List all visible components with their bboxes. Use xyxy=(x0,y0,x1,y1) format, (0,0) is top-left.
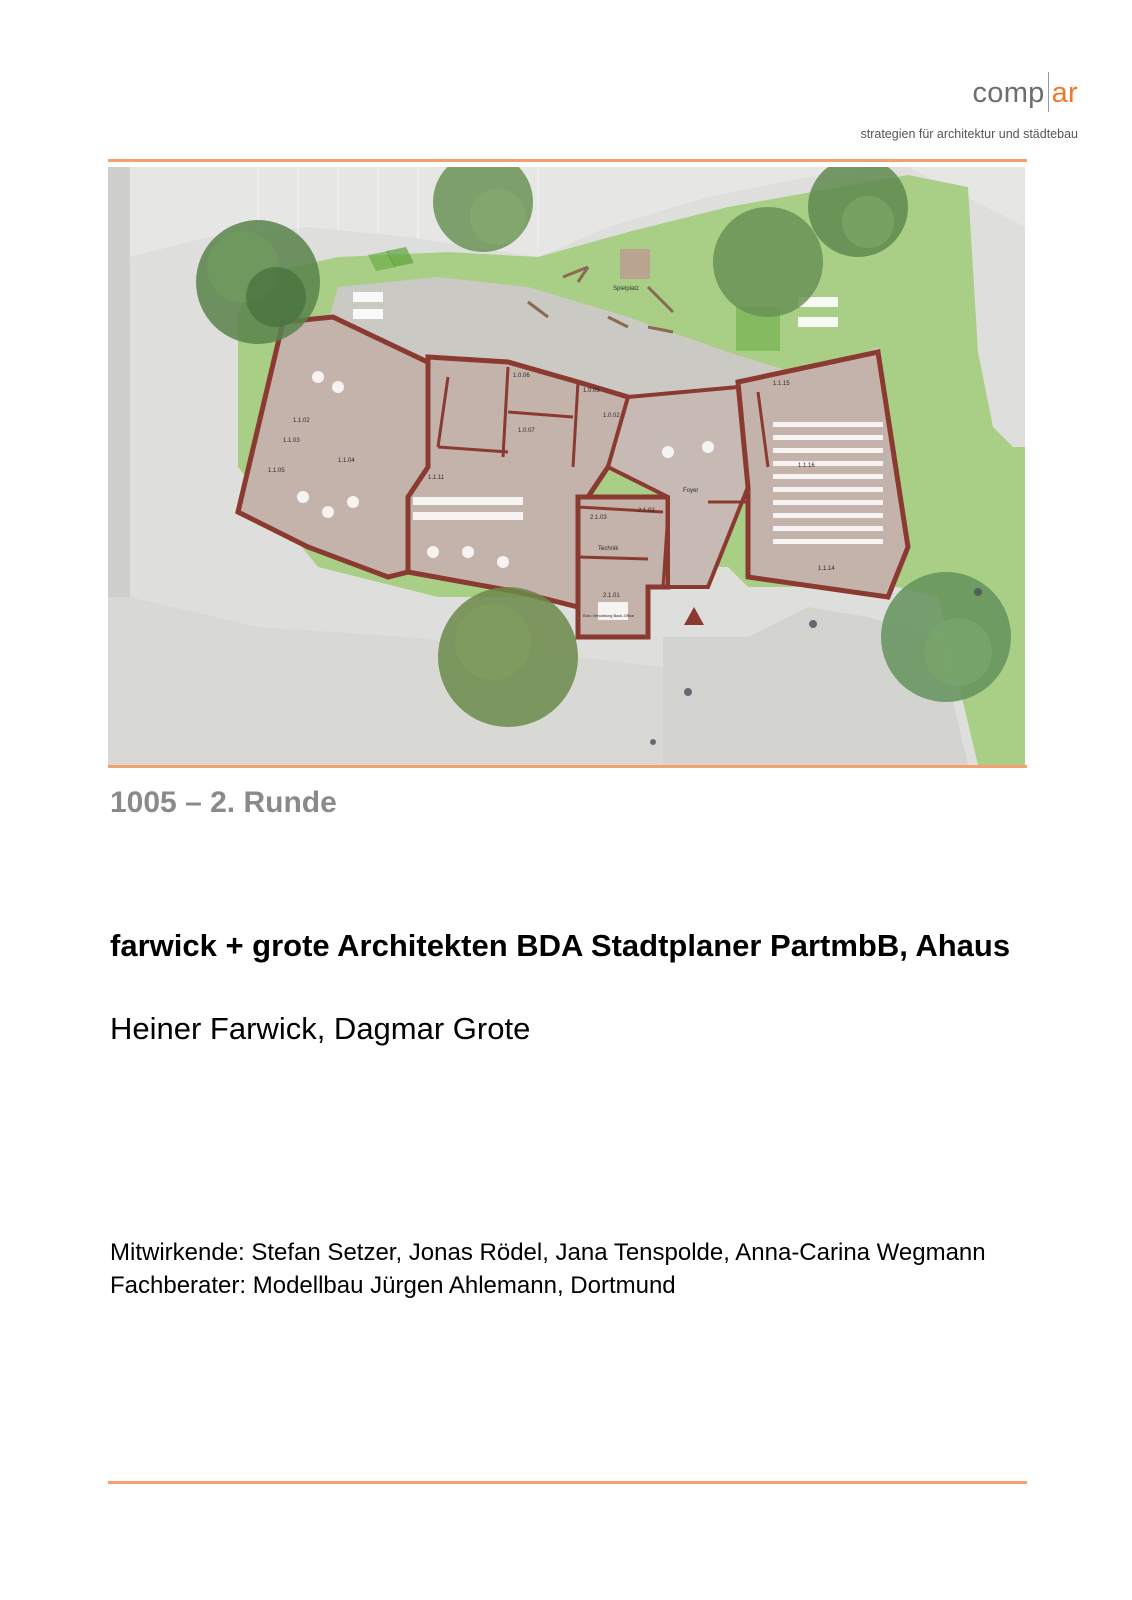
tree-northwest xyxy=(196,220,320,344)
room-label-3: 1.1.05 xyxy=(268,468,285,474)
logo xyxy=(972,72,1078,112)
contributors: Mitwirkende: Stefan Setzer, Jonas Rödel, Jana Tenspolde, Anna-Carina Wegmann xyxy=(110,1239,986,1266)
room-label-13: 1.1.15 xyxy=(773,381,790,387)
credits-block xyxy=(110,1236,1010,1302)
logo-text-ar: ar xyxy=(1051,77,1078,109)
room-label-6: 1.0.06 xyxy=(513,373,530,379)
logo-separator xyxy=(1048,72,1049,112)
room-label-11: 2.1.02 xyxy=(638,508,655,514)
firm-name: farwick + grote Architekten BDA Stadtplaner PartmbB, Ahaus xyxy=(110,928,1011,963)
top-divider xyxy=(108,159,1027,162)
room-label-technik: Technik xyxy=(598,546,619,552)
room-label-buero: Büro Verwaltung Back-Office xyxy=(583,613,635,618)
bottom-divider xyxy=(108,1481,1027,1484)
firm-people: Heiner Farwick, Dagmar Grote xyxy=(110,1011,531,1046)
room-label-foyer: Foyer xyxy=(683,488,699,494)
site-plan-drawing xyxy=(108,167,1025,765)
room-label-5: 1.1.11 xyxy=(428,475,445,481)
label-spielplatz: Spielplatz xyxy=(613,286,640,292)
room-label-4: 1.1.04 xyxy=(338,458,355,464)
room-label-12: 2.1.01 xyxy=(603,593,620,599)
room-label-7: 1.0.05 xyxy=(583,388,600,394)
room-label-15: 1.1.14 xyxy=(818,566,835,572)
floor-plan-image xyxy=(108,167,1025,765)
image-bottom-divider xyxy=(108,765,1027,768)
tree-south xyxy=(438,587,578,727)
room-label-9: 1.0.02 xyxy=(603,413,620,419)
room-label-8: 1.0.07 xyxy=(518,428,535,434)
logo-text-comp: comp xyxy=(972,77,1045,109)
tree-southeast xyxy=(881,572,1011,702)
room-label-14: 1.1.16 xyxy=(798,463,815,469)
room-label-2: 1.1.03 xyxy=(283,438,300,444)
room-label-1: 1.1.02 xyxy=(293,418,310,424)
room-label-10: 2.1.03 xyxy=(590,515,607,521)
advisors: Fachberater: Modellbau Jürgen Ahlemann, Dortmund xyxy=(110,1272,676,1299)
logo-tagline: strategien für architektur und städtebau xyxy=(860,127,1078,141)
round-heading: 1005 – 2. Runde xyxy=(110,786,337,819)
